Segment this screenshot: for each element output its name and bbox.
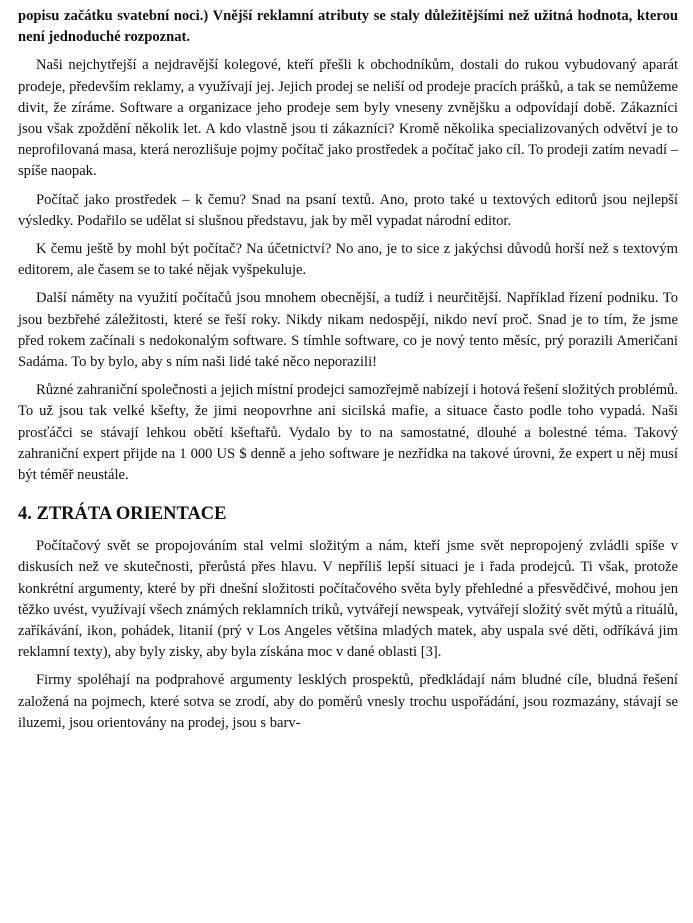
paragraph-6: Různé zahraniční společnosti a jejich místní prodejci samozřejmě nabízejí i hotová řešení složitých problémů. To už jsou tak velké kšefty, že jimi neopovrhne ani sicilská mafie, a situace často podle toho vypadá. Naši prosťáčci se stávají lehkou obětí kšeftařů. Vydalo by to na samostatné, dlouhé a bolestné téma. Takový zahraniční expert přijde na 1 000 US $ denně a jeho software je nezřídka na takové úrovni, že expert u něj musí být téměř neustále.	[18, 382, 678, 484]
paragraph-7: Počítačový svět se propojováním stal velmi složitým a nám, kteří jsme svět nepropojený zvládli spíše v diskusích než ve skutečnosti, přerůstá přes hlavu. V nepříliš lepší situaci je i řada prodejců. Ti však, protože konkrétní argumenty, které by při dnešní složitosti počítačového světa byly přehledné a přesvědčivé, mohou jen těžko uvést, využívají všech známých reklamních triků, vytvářejí newspeak, vytvářejí složitý svět mýtů a rituálů, zaříkávání, ikon, pohádek, litanií (prý v Los Angeles většina mladých matek, aby uspala své děti, odříkává jim reklamní texty), aby byly zisky, aby byla získána moc v dané oblasti [3].	[18, 538, 678, 661]
document-page	[18, 0, 678, 741]
paragraph-2: Naši nejchytřejší a nejdravější kolegové, kteří přešli k obchodníkům, dostali do rukou vybudovaný aparát prodeje, především reklamy, a využívají jej. Jejich prodej se neliší od prodeje pracích prášků, a tak se nemůžeme divit, že zíráme. Software a organizace jeho prodeje sem byly vneseny zvnějšku a odpovídají době. Zákazníci jsou však zpoždění několik let. A kdo vlastně jsou ti zákazníci? Kromě několika specializovaných odvětví je to neprofilovaná masa, která nerozlišuje pojmy počítač jako prostředek a počítač jako cíl. To prodeji zatím nevadí – spíše naopak.	[18, 57, 678, 180]
paragraph-4: K čemu ještě by mohl být počítač? Na účetnictví? No ano, je to sice z jakýchsi důvodů horší než s textovým editorem, ale časem se to také nějak vyšpekuluje.	[18, 241, 678, 279]
section-heading: 4. ZTRÁTA ORIENTACE	[18, 504, 227, 525]
paragraph-5: Další náměty na využití počítačů jsou mnohem obecnější, a tudíž i neurčitější. Například řízení podniku. To jsou bezbřehé záležitosti, které se řeší roky. Nikdy nikam nedospějí, nikdo neví proč. Snad je to tím, že jsme před rokem začínali s nedokonalým software. S tímhle software, co je nový tento měsíc, prý porazili Američani Sadáma. To by bylo, aby s ním naši lidé také něco neporazili!	[18, 290, 678, 371]
paragraph-8: Firmy spoléhají na podprahové argumenty lesklých prospektů, předkládají nám bludné cíle, bludná řešení založená na pojmech, které sotva se zrodí, aby do poměrů vnesly trochu uspořádání, jsou rozmazány, stávají se iluzemi, jsou orientovány na prodej, jsou s barv-	[18, 672, 678, 731]
paragraph-1: popisu začátku svatební noci.) Vnější reklamní atributy se staly důležitějšími než užitná hodnota, kterou není jednoduché rozpoznat.	[18, 8, 678, 46]
paragraph-3: Počítač jako prostředek – k čemu? Snad na psaní textů. Ano, proto také u textových editorů jsou nejlepší výsledky. Podařilo se udělat si slušnou představu, jak by měl vypadat národní editor.	[18, 191, 678, 229]
